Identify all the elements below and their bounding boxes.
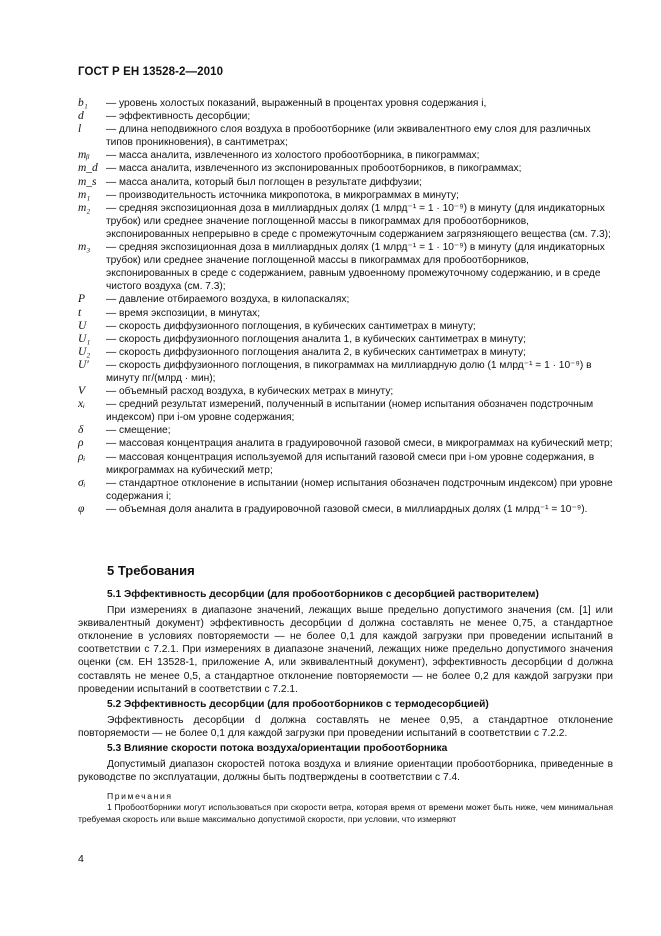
definition-item [78, 437, 613, 450]
subsection-5-1-title: 5.1 Эффективность десорбции (для пробоотборников с десорбцией растворителем) [107, 589, 539, 600]
definition-text: — массовая концентрация используемой для испытаний газовой смеси при i-ом уровне содержания, в микрограммах на кубический метр; [106, 451, 595, 476]
note-1: 1 Пробоотборники могут использоваться при скорости ветра, которая время от времени может быть ниже, чем минимальная требуемая скорость или выше максимально допустимой скорости, при условии, что измеряют [78, 802, 613, 824]
definition-item [78, 202, 613, 241]
subsection-5-3-text: Допустимый диапазон скоростей потока воздуха и влияние ориентации пробоотборника, приведенные в руководстве по эксплуатации, должны быть подтверждены в соответствии с 7.4. [78, 759, 613, 784]
definition-symbol: t [78, 306, 82, 319]
definition-text: — масса аналита, извлеченного из экспонированных пробоотборников, в пикограммах; [106, 163, 522, 175]
definition-text: — смещение; [106, 425, 171, 437]
definition-item [78, 97, 613, 110]
definition-item [78, 176, 613, 189]
subsection-5-1-text: При измерениях в диапазоне значений, лежащих выше предельно допустимого значения (см. [1] или эквивалентный документ) эффективность десорбции d должна составлять не менее 0,75, а стандартное отклонение в условиях повторяемости — не более 0,1 для каждой загрузки при проведении испытаний в соответствии с 7.2.1. При измерениях в диапазоне значений, лежащих ниже предельно допустимого значения оценки (см. ЕН 13528-1, приложение А, или эквивалентный документ), эффективность десорбции d должна составлять не менее 0,5, а стандартное отклонение повторяемости — не более 0,2 для каждой загрузки при проведении испытаний в соответствии с 7.2.1. [78, 605, 613, 695]
definition-item [78, 110, 613, 123]
section-body [78, 586, 613, 825]
definition-text: — время экспозиции, в минутах; [106, 307, 261, 319]
definition-text: — скорость диффузионного поглощения, в кубических сантиметрах в минуту; [106, 320, 476, 332]
definition-item [78, 451, 613, 477]
definition-text: — уровень холостых показаний, выраженный в процентах уровня содержания i, [106, 98, 487, 109]
definition-symbol: m₂ [78, 201, 91, 214]
definition-text: — объемный расход воздуха, в кубических метрах в минуту; [106, 386, 394, 398]
definition-symbol: U₁ [78, 332, 91, 345]
definition-item [78, 398, 613, 424]
definition-item [78, 307, 613, 320]
definition-item [78, 123, 613, 149]
definition-symbol: U₂ [78, 345, 91, 358]
definition-item [78, 241, 613, 293]
definition-text: — эффективность десорбции; [106, 111, 251, 123]
definition-item [78, 503, 613, 516]
definition-symbol: m₁ [78, 188, 91, 201]
definition-symbol: V [78, 385, 86, 398]
definition-symbol: m₃ [78, 241, 91, 254]
definition-symbol: b₁ [78, 97, 88, 109]
definition-text: — скорость диффузионного поглощения аналита 1, в кубических сантиметрах в минуту; [106, 333, 526, 345]
definition-item [78, 293, 613, 306]
definition-text: — средняя экспозиционная доза в миллиардных долях (1 млрд⁻¹ = 1 · 10⁻⁹) в минуту (для индикаторных трубок) или среднее значение поглощенной массы в пикограммах для пробоотборников, экспонированных непрерывно в среде с промежуточным содержанием загрязняющего вещества (см. 7.3); [106, 202, 611, 240]
definition-text: — производительность источника микропотока, в микрограммах в минуту; [106, 189, 459, 201]
definition-item [78, 149, 613, 162]
definition-text: — давление отбираемого воздуха, в килопаскалях; [106, 294, 350, 306]
definition-text: — масса аналита, который был поглощен в результате диффузии; [106, 176, 422, 188]
definition-symbol: d [78, 110, 84, 123]
definition-item [78, 333, 613, 346]
definition-symbol: m_s [78, 175, 97, 188]
definition-symbol: ρᵢ [78, 450, 86, 463]
definition-text: — скорость диффузионного поглощения, в пикограммах на миллиардную долю (1 млрд⁻¹ = 1 · 10⁻⁹) в минуту пг/(млрд · мин); [106, 359, 592, 384]
definition-symbol: xᵢ [78, 398, 85, 411]
definition-symbol: l [78, 123, 82, 136]
definition-symbol: m_d [78, 162, 98, 175]
definition-item [78, 424, 613, 437]
definition-symbol: U′ [78, 358, 89, 371]
page-header: ГОСТ Р ЕН 13528-2—2010 [78, 66, 224, 78]
definition-symbol: mᵦ [78, 149, 90, 162]
definition-symbol: δ [78, 424, 84, 437]
definition-item [78, 385, 613, 398]
definition-text: — средняя экспозиционная доза в миллиардных долях (1 млрд⁻¹ = 1 · 10⁻⁹) в минуту (для индикаторных трубок) или среднее значение поглощенной массы в пикограммах для пробоотборников, экспонированных в среде с содержанием, равным удвоенному промежуточному содержанию, и в среде чистого воздуха (см. 7.3); [106, 242, 605, 293]
definition-item [78, 189, 613, 202]
page-number: 4 [78, 853, 84, 865]
definition-item [78, 162, 613, 175]
subsection-5-2-text: Эффективность десорбции d должна составлять не менее 0,95, а стандартное отклонение повторяемости — не более 0,1 для каждой загрузки при проведении испытаний в соответствии с 7.2.2. [78, 714, 613, 739]
definition-symbol: ρ [78, 437, 84, 450]
definition-text: — массовая концентрация аналита в градуировочной газовой смеси, в микрограммах на кубический метр; [106, 438, 613, 450]
definition-item [78, 477, 613, 503]
definition-item [78, 320, 613, 333]
definition-text: — скорость диффузионного поглощения аналита 2, в кубических сантиметрах в минуту; [106, 346, 526, 358]
definition-symbol: P [78, 293, 86, 306]
definition-symbol: φ [78, 502, 85, 515]
definition-item [78, 346, 613, 359]
definition-symbol: U [78, 319, 87, 332]
subsection-5-2-title: 5.2 Эффективность десорбции (для пробоотборников с термодесорбцией) [107, 698, 489, 710]
notes-heading: Примечания [107, 791, 173, 802]
definition-symbol: σᵢ [78, 476, 86, 489]
definition-item [78, 359, 613, 385]
definition-text: — объемная доля аналита в градуировочной газовой смеси, в миллиардных долях (1 млрд⁻¹ = 10⁻⁹). [106, 503, 588, 515]
definition-text: — масса аналита, извлеченного из холостого пробоотборника, в пикограммах; [106, 150, 480, 162]
symbol-definitions-list [78, 97, 613, 516]
definition-text: — длина неподвижного слоя воздуха в пробоотборнике (или эквивалентного ему слоя для различных типов проникновения), в сантиметрах; [106, 124, 591, 149]
subsection-5-3-title: 5.3 Влияние скорости потока воздуха/ориентации пробоотборника [107, 743, 448, 755]
section-title: 5 Требования [107, 563, 195, 578]
definition-text: — стандартное отклонение в испытании (номер испытания обозначен подстрочным индексом) при уровне содержания i; [106, 477, 613, 502]
definition-text: — средний результат измерений, полученный в испытании (номер испытания обозначен подстрочным индексом) при i-ом уровне содержания; [106, 399, 594, 424]
